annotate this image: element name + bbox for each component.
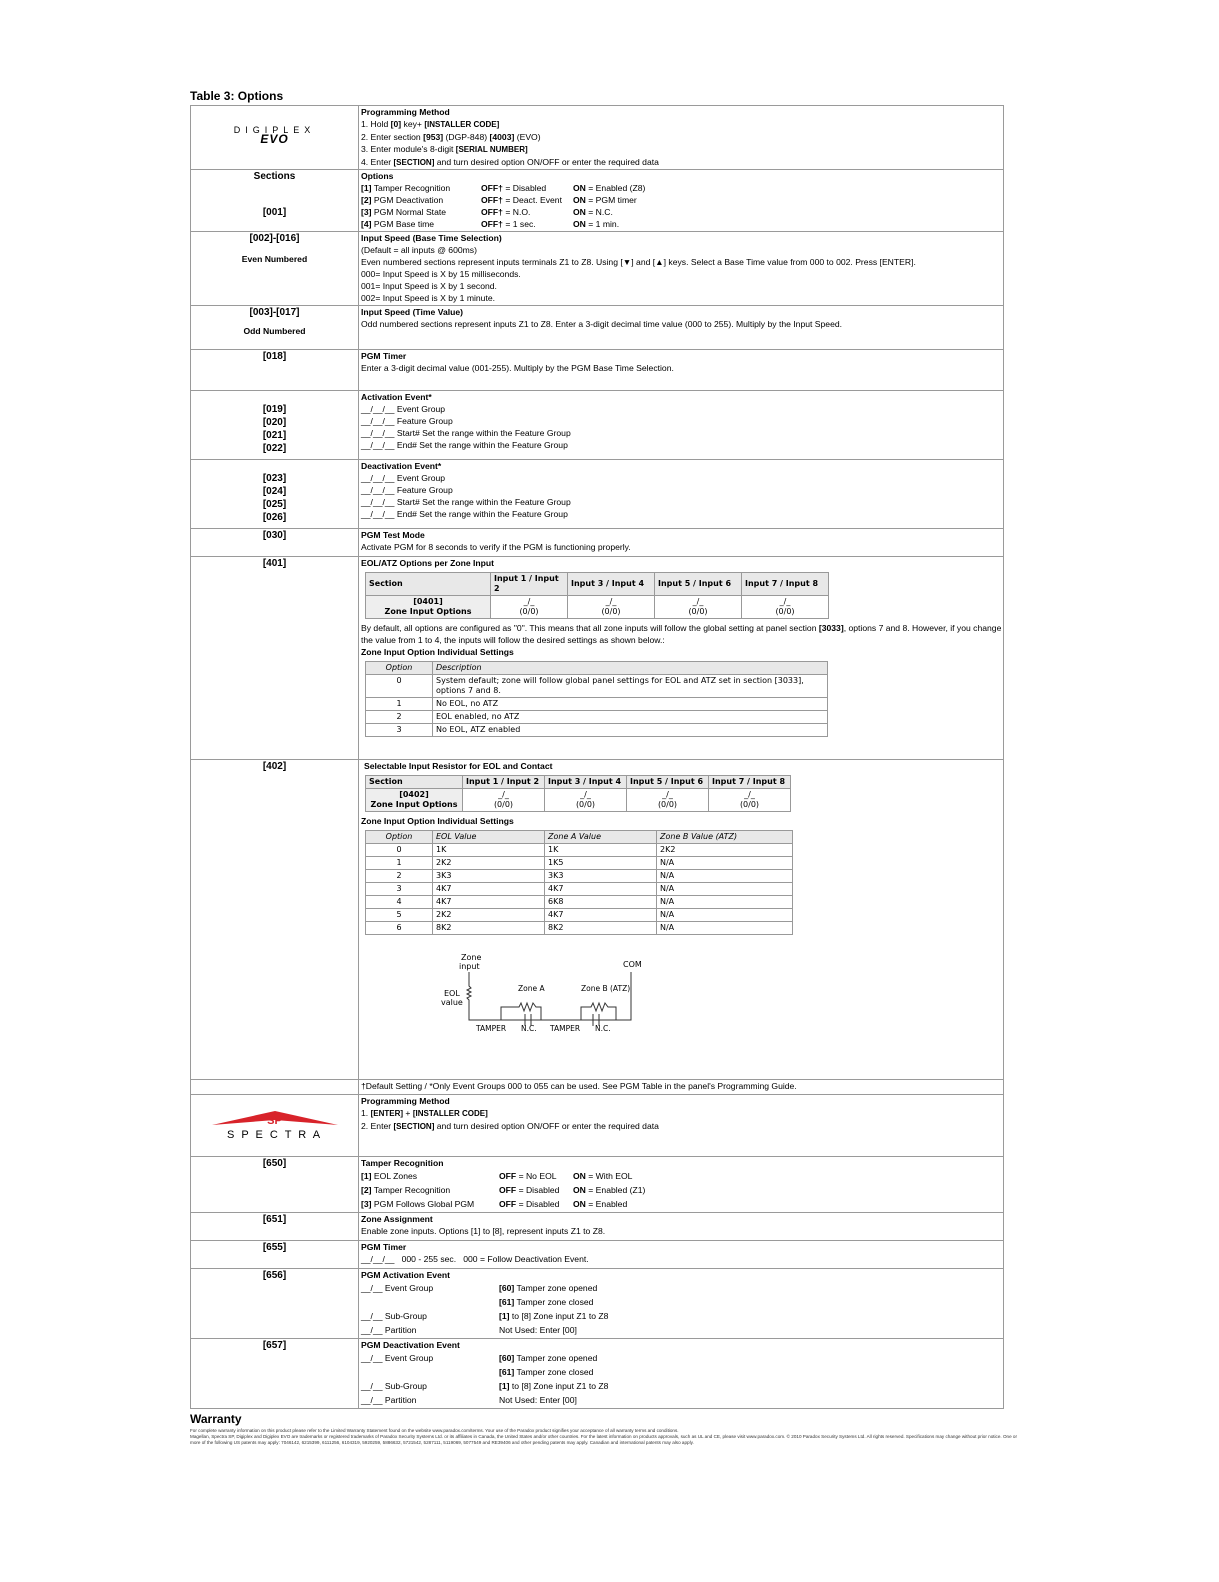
list-item: __/__ Partition Not Used: Enter [00]	[361, 1395, 577, 1405]
table-row: [030] PGM Test Mode Activate PGM for 8 seconds to verify if the PGM is functioning properly.	[191, 529, 1004, 557]
list-item: __/__ Sub-Group [1] to [8] Zone input Z1 to Z8	[361, 1311, 609, 1321]
resistor-option-table: Option EOL Value Zone A Value Zone B Value (ATZ) 0 1K 1K 2K2 1 2K2 1K5 N/A 2 3K3 3K3 N/A 3 4K7 4K7 N/A 4 4K7 6K8 N/A 5 2K2 4K7 N/A 6 8K2 8K2 N/A	[365, 830, 793, 935]
list-item: __/__ Event Group [60] Tamper zone opened	[361, 1353, 598, 1363]
table-row: [018] PGM Timer Enter a 3-digit decimal value (001-255). Multiply by the PGM Base Time Selection.	[191, 350, 1004, 391]
table-row: [019] [020] [021] [022] Activation Event* __/__/__ Event Group __/__/__ Feature Group __/__/__ Start# Set the range within the Feature Group __/__/__ End# Set the range within the Feature Group	[191, 391, 1004, 460]
option-2: [2] PGM Deactivation OFF† = Deact. Event ON = PGM timer	[361, 195, 637, 205]
table-row: SP S P E C T R A Programming Method 1. [ENTER] + [INSTALLER CODE] 2. Enter [SECTION] and turn desired option ON/OFF or enter the required data	[191, 1095, 1004, 1157]
footnote: †Default Setting / *Only Event Groups 000 to 055 can be used. See PGM Table in the panel's Programming Guide.	[359, 1080, 1004, 1095]
table-row: [656] PGM Activation Event __/__ Event Group [60] Tamper zone opened [61] Tamper zone closed __/__ Sub-Group [1] to [8] Zone input Z1 to Z8 __/__ Partition Not Used: Enter [00]	[191, 1269, 1004, 1339]
diagram-label: COM	[623, 960, 641, 969]
eol-atz-option-table: Option Description 0 System default; zone will follow global panel settings for EOL and ATZ set in section [3033], options 7 and 8. 1 No EOL, no ATZ 2 EOL enabled, no ATZ 3 No EOL, ATZ enabled	[365, 661, 828, 737]
table-row: [023] [024] [025] [026] Deactivation Event* __/__/__ Event Group __/__/__ Feature Group __/__/__ Start# Set the range within the Feature Group __/__/__ End# Set the range within the Feature Group	[191, 460, 1004, 529]
warranty-text: For complete warranty information on this product please refer to the Limited Warranty Statement found on the website www.paradox.com/terms. Your use of the Paradox product signifies your acceptance of all warranty terms and conditions. Magellan, Spectra SP, Digiplex and Digiplex EVO are trademarks or registered trademarks of Paradox Security Systems Ltd. or its affiliates in Canada, the United States and/or other countries. For the latest information on products approvals, such as UL and CE, please visit www.paradox.com. © 2010 Paradox Security Systems Ltd. All rights reserved. Specifications may change without prior notice. One or more of the following US patents may apply: 7046142, 6215399, 6111256, 6104319, 5920259, 5886632, 5721542, 5287111, 5119069, 5077549 and RE39406 and other pending patents may apply. Canadian and international patents may also apply.	[190, 1428, 1018, 1445]
resistor-section-table: Section Input 1 / Input 2 Input 3 / Input 4 Input 5 / Input 6 Input 7 / Input 8 [0402] Zone Input Options _/_ (0/0) _/_ (0/0) _/_ (0/0) _/_ (0/0)	[365, 775, 791, 812]
wiring-diagram	[441, 952, 641, 1036]
option-3: [3] PGM Normal State OFF† = N.O. ON = N.C.	[361, 207, 613, 217]
table-row: 4 4K7 6K8 N/A	[366, 896, 793, 909]
diagram-label: input	[459, 962, 480, 971]
table-row: 2 EOL enabled, no ATZ	[366, 711, 828, 724]
list-item: [61] Tamper zone closed	[499, 1367, 594, 1377]
eol-atz-note: By default, all options are configured as "0". This means that all zone inputs will follow the global setting at panel section [3033], options 7 and 8. However, if you change the value from 1 to 4, the inputs will follow the desired settings as shown below.:	[361, 623, 1002, 645]
list-item: 1. [ENTER] + [INSTALLER CODE]	[361, 1108, 488, 1118]
list-item: 2. Enter [SECTION] and turn desired option ON/OFF or enter the required data	[361, 1121, 659, 1131]
diagram-label: TAMPER	[550, 1024, 581, 1033]
list-item: 2. Enter section [953] (DGP-848) [4003] (EVO)	[361, 132, 541, 142]
table-row: 0 System default; zone will follow global panel settings for EOL and ATZ set in section [3033], options 7 and 8.	[366, 675, 828, 698]
circuit-lines	[467, 972, 631, 1026]
option-1: [1] EOL Zones OFF = No EOL ON = With EOL	[361, 1171, 633, 1181]
table-row: [651] Zone Assignment Enable zone inputs. Options [1] to [8], represent inputs Z1 to Z8.	[191, 1213, 1004, 1241]
table-row: 0 1K 1K 2K2	[366, 844, 793, 857]
list-item: [61] Tamper zone closed	[499, 1297, 594, 1307]
option-4: [4] PGM Base time OFF† = 1 sec. ON = 1 min.	[361, 219, 620, 229]
diagram-label: value	[441, 998, 463, 1007]
digiplex-evo-logo: DIGIPLEX EVO	[233, 125, 316, 146]
diagram-label: EOL	[444, 989, 460, 998]
diagram-label: Zone B (ATZ)	[581, 984, 631, 993]
diagram-label: N.C.	[595, 1024, 611, 1033]
table-row: 6 8K2 8K2 N/A	[366, 922, 793, 935]
page-title: Table 3: Options	[190, 89, 284, 103]
table-row: [650] Tamper Recognition [1] EOL Zones OFF = No EOL ON = With EOL [2] Tamper Recognition OFF = Disabled ON = Enabled (Z1) [3] PGM Follows Global PGM OFF = Disabled ON = Enabled	[191, 1157, 1004, 1213]
spectra-sp-logo: SP S P E C T R A	[192, 1095, 357, 1141]
option-1: [1] Tamper Recognition OFF† = Disabled ON = Enabled (Z8)	[361, 183, 646, 193]
option-3: [3] PGM Follows Global PGM OFF = Disabled ON = Enabled	[361, 1199, 628, 1209]
warranty-title: Warranty	[190, 1412, 242, 1426]
table-row: [002]-[016] Even Numbered Input Speed (Base Time Selection) (Default = all inputs @ 600ms) Even numbered sections represent inputs terminals Z1 to Z8. Using [▼] and [▲] keys. Select a Base Time value from 000 to 002. Press [ENTER]. 000= Input Speed is X by 15 milliseconds. 001= Input Speed is X by 1 second. 002= Input Speed is X by 1 minute.	[191, 232, 1004, 306]
list-item: __/__ Sub-Group [1] to [8] Zone input Z1 to Z8	[361, 1381, 609, 1391]
table-row: [401] EOL/ATZ Options per Zone Input Section Input 1 / Input 2 Input 3 / Input 4 Input 5 / Input 6 Input 7 / Input 8 [0401] Zone Input Options _/_ (0/0) _/_ (0/0) _/_ (0/0) _/_ (0/0) By default, all options are configured as "0". This means that all zone inputs will follow the global setting at panel section [3033], options 7 and 8. However, if you change the value from 1 to 4, the inputs will follow the desired settings as shown below.: Zone Input Option Individual Settings Option Description 0 System default; zone will follow global panel settings for EOL and ATZ set in section [3033], options 7 and 8. 1 No EOL, no ATZ 2 EOL enabled, no ATZ 3 No EOL, ATZ enabled	[191, 557, 1004, 760]
diagram-label: Zone A	[518, 984, 545, 993]
options-table	[190, 105, 1004, 1409]
eol-atz-section-table: Section Input 1 / Input 2 Input 3 / Input 4 Input 5 / Input 6 Input 7 / Input 8 [0401] Zone Input Options _/_ (0/0) _/_ (0/0) _/_ (0/0) _/_ (0/0)	[365, 572, 829, 619]
table-row	[191, 1080, 1004, 1095]
table-row: 3 4K7 4K7 N/A	[366, 883, 793, 896]
diagram-label: N.C.	[521, 1024, 537, 1033]
table-row: [655] PGM Timer __/__/__ 000 - 255 sec. 000 = Follow Deactivation Event.	[191, 1241, 1004, 1269]
table-row: [003]-[017] Odd Numbered Input Speed (Time Value) Odd numbered sections represent inputs Z1 to Z8. Enter a 3-digit decimal time value (000 to 255). Multiply by the Input Speed.	[191, 306, 1004, 350]
evo-programming-cell: Programming Method 1. Hold [0] key+ [INSTALLER CODE] 2. Enter section [953] (DGP-848) [4003] (EVO) 3. Enter module's 8-digit [SERIAL NUMBER] 4. Enter [SECTION] and turn desired option ON/OFF or enter the required data	[359, 106, 1004, 170]
table-row: 5 2K2 4K7 N/A	[366, 909, 793, 922]
table-row: [402] Selectable Input Resistor for EOL and Contact Section Input 1 / Input 2 Input 3 / Input 4 Input 5 / Input 6 Input 7 / Input 8 [0402] Zone Input Options _/_ (0/0) _/_ (0/0) _/_ (0/0) _/_ (0/0) Zone Input Option Individual Settings Option EOL Value Zone A Value Zone B Value (ATZ) 0 1K 1K 2K2 1 2K2 1K5 N/A 2 3K3 3K3 N/A 3 4K7 4K7 N/A 4 4K7 6K8 N/A 5 2K2 4K7 N/A 6 8K2 8K2 N/A Zone input COM EOL value Zone A Zone B (ATZ) TAMPER N.C. TAMPER N.C.	[191, 760, 1004, 1080]
list-item: 3. Enter module's 8-digit [SERIAL NUMBER]	[361, 144, 528, 154]
table-row: Sections [001] Options [1] Tamper Recognition OFF† = Disabled ON = Enabled (Z8) [2] PGM Deactivation OFF† = Deact. Event ON = PGM timer [3] PGM Normal State OFF† = N.O. ON = N.C. [4] PGM Base time OFF† = 1 sec. ON = 1 min.	[191, 170, 1004, 232]
table-row: 1 2K2 1K5 N/A	[366, 857, 793, 870]
table-row	[191, 106, 1004, 170]
table-row: 3 No EOL, ATZ enabled	[366, 724, 828, 737]
spectra-logo-cell	[191, 1095, 359, 1157]
diagram-label: TAMPER	[476, 1024, 507, 1033]
table-row: 2 3K3 3K3 N/A	[366, 870, 793, 883]
list-item: 1. Hold [0] key+ [INSTALLER CODE]	[361, 119, 500, 129]
list-item: __/__ Event Group [60] Tamper zone opened	[361, 1283, 598, 1293]
list-item: 4. Enter [SECTION] and turn desired option ON/OFF or enter the required data	[361, 157, 659, 167]
evo-logo-cell	[191, 106, 359, 170]
diagram-label: Zone	[461, 953, 482, 962]
table-row: 1 No EOL, no ATZ	[366, 698, 828, 711]
option-2: [2] Tamper Recognition OFF = Disabled ON = Enabled (Z1)	[361, 1185, 646, 1195]
table-row: [657] PGM Deactivation Event __/__ Event Group [60] Tamper zone opened [61] Tamper zone closed __/__ Sub-Group [1] to [8] Zone input Z1 to Z8 __/__ Partition Not Used: Enter [00]	[191, 1339, 1004, 1409]
list-item: __/__ Partition Not Used: Enter [00]	[361, 1325, 577, 1335]
